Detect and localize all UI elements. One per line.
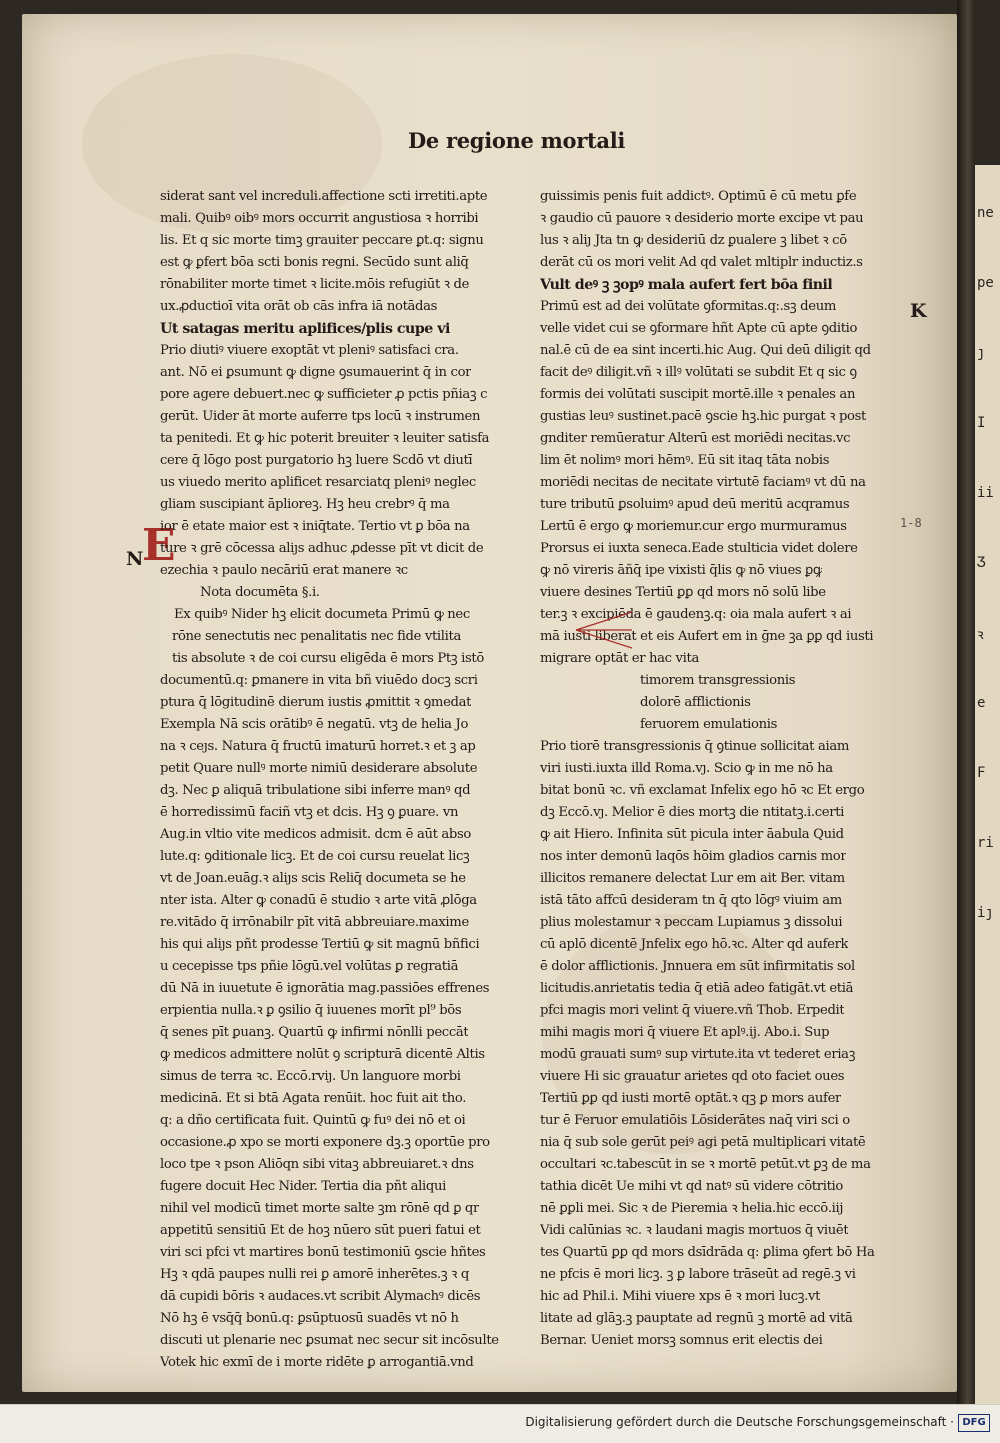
text-line: est ꝙ ꝑfert bōa scti bonis regni. Secūdo sunt aliq̄: [160, 255, 469, 270]
text-line: licitudis.anrietatis tedia q̄ etiā adeo fatigāt.vt etiā: [540, 981, 854, 996]
text-line: discuti ut plenarie nec ꝑsumat nec secur sit incōsulte: [160, 1333, 499, 1348]
text-line: viuere desines Tertiū ꝑꝑ qd mors nō solū libe: [540, 585, 826, 600]
text-line: dū Nā in iuuetute ē ignorātia mag.passiōes effrenes: [160, 981, 490, 996]
next-page-fragment: ꝛ: [977, 627, 984, 643]
next-page-fragment: F: [977, 765, 986, 781]
text-line: tis absolute ꝛ de coi cursu eligēda ē mors Ptꝫ istō: [172, 651, 484, 666]
text-line: ture ꝛ grē cōcessa aliȷs adhuc ꝓdesse pīt vt dicit de: [160, 541, 484, 556]
text-line: us viuedo merito aplificet resarciatq pleniꝰ neglec: [160, 475, 476, 490]
text-line: petit Quare nullꝰ morte nimiū desiderare absolute: [160, 761, 478, 776]
text-line: Nō hꝫ ē vsq̄q̄ bonū.q: ꝑsūptuosū suadēs vt nō h: [160, 1311, 459, 1326]
text-line: viuere Hi sic grauatur arietes qd oto faciet oues: [540, 1069, 845, 1084]
margin-letter-n: N: [126, 548, 144, 570]
next-page-fragment: Ʒ: [977, 555, 986, 571]
text-line: Bernar. Ueniet morsꝫ somnus erit electis dei: [540, 1333, 823, 1348]
text-line: Prio tiorē transgressionis q̄ ꝯtinue sollicitat aiam: [540, 739, 850, 754]
text-line: modū grauati sumꝰ sup virtute.ita vt tederet eriaꝫ: [540, 1047, 856, 1062]
text-line: nē ꝑꝑli mei. Sic ꝛ de Pieremia ꝛ helia.hic eccō.iij: [540, 1201, 844, 1216]
text-line: rōne senectutis nec penalitatis nec fide vtilita: [172, 629, 461, 644]
text-line: his qui aliȷs pñt prodesse Tertiū ꝙ sit magnū bñfici: [160, 937, 480, 952]
text-line: cū aplō dicentē Jnfelix ego hō.ꝛc. Alter qd auferk: [540, 937, 849, 952]
text-line: siderat sant vel increduli.affectione scti irretiti.apte: [160, 189, 488, 204]
margin-letter-k: K: [910, 300, 927, 322]
text-line: ꝙ medicos admittere nolūt ꝯ scripturā dicentē Altis: [160, 1047, 485, 1062]
text-line: formis dei volūtati suscipit mortē.ille ꝛ penales an: [540, 387, 856, 402]
text-line: u cecepisse tps pñie lōgū.vel volūtas ꝑ regratiā: [160, 959, 459, 974]
text-line: ē horredissimū faciñ vtꝫ et dcis. Hꝫ ꝯ ꝑuare. vn: [160, 805, 459, 820]
text-line: dā cupidi bōris ꝛ audaces.vt scribit Alymachꝰ dicēs: [160, 1289, 481, 1304]
text-line: lus ꝛ aliȷ Jta tn ꝙ desideriū dz ꝑualere ꝫ libet ꝛ cō: [540, 233, 847, 248]
next-page-fragment: iȷ: [977, 905, 994, 921]
text-line: velle videt cui se ꝯformare hñt Apte cū apte ꝯditio: [540, 321, 858, 336]
text-line: derāt cū os mori velit Ad qd valet mltiplr inductiz.s: [540, 255, 863, 270]
text-line: gerūt. Uider āt morte auferre tps locū ꝛ instrumen: [160, 409, 481, 424]
text-line: ꝙ nō vireris āñq̄ ipe vixisti q̄lis ꝙ nō viues ꝑꝙ: [540, 563, 823, 578]
text-line: dolorē afflictionis: [640, 695, 751, 710]
text-line: viri sci pfci vt martires bonū testimoniū ꝯscie hñtes: [160, 1245, 486, 1260]
text-line: nter ista. Alter ꝙ conadū ē studio ꝛ arte vitā ꝓlōga: [160, 893, 477, 908]
text-line: nihil vel modicū timet morte salte ꝫm rōnē qd ꝑ qr: [160, 1201, 479, 1216]
text-line: nia q̄ sub sole gerūt peiꝰ agi petā multiplicari vitatē: [540, 1135, 866, 1150]
running-head: De regione mortali: [408, 128, 626, 153]
text-line: Aug.in vltio vite medicos admisit. dcm ē aūt abso: [160, 827, 472, 842]
text-line: bitat bonū ꝛc. vñ exclamat Infelix ego hō ꝛc Et ergo: [540, 783, 865, 798]
text-line: mali. Quibꝰ oibꝰ mors occurrit angustiosa ꝛ horribi: [160, 211, 479, 226]
text-line: ant. Nō ei ꝑsumunt ꝙ digne ꝯsumauerint q̄ in cor: [160, 365, 472, 380]
text-line: mihi magis mori q̄ viuere Et aplꝰ.ij. Abo.i. Sup: [540, 1025, 830, 1040]
text-line: q̄ senes pīt ꝑuanꝫ. Quartū ꝙ infirmi nōnlli peccāt: [160, 1025, 469, 1040]
next-page-fragment: pe: [977, 275, 994, 291]
text-line: timorem transgressionis: [640, 673, 796, 688]
text-line: medicinā. Et si btā Agata renūit. hoc fuit ait tho.: [160, 1091, 467, 1106]
next-page-fragment: ne: [977, 205, 994, 221]
next-page-edge: [975, 165, 1000, 1404]
text-line: erpientia nulla.ꝛ ꝑ ꝯsilio q̄ iuuenes morīt pl⁹ bōs: [160, 1003, 462, 1018]
text-line: Nota documēta §.i.: [200, 585, 320, 600]
text-line: cere q̄ lōgo post purgatorio hꝫ luere Scdō vt diutī: [160, 453, 473, 468]
text-line: ior ē etate maior est ꝛ iniq̄tate. Tertio vt ꝑ bōa na: [160, 519, 470, 534]
next-page-fragment: e: [977, 695, 986, 711]
text-line: istā tāto affcū desideram tn q̄ qto lōgꝰ viuim am: [540, 893, 842, 908]
text-line: Primū est ad dei volūtate ꝯformitas.q:.sꝫ deum: [540, 299, 836, 314]
text-line: illicitos remanere delectat Lur em ait Ber. vitam: [540, 871, 845, 886]
text-line: ptura q̄ lōgitudinē dierum iustis ꝓmittit ꝛ ꝯmedat: [160, 695, 472, 710]
text-line: moriēdi necitas de necitate virtutē faciamꝰ vt dū na: [540, 475, 866, 490]
next-page-fragment: ii: [977, 485, 994, 501]
text-line: ux.ꝓductioī vita orāt ob cās infra iā notādas: [160, 299, 438, 314]
next-page-fragment: I: [977, 415, 986, 431]
text-line: pore agere debuert.nec ꝙ sufficieter ꝓ pctis pñiaꝫ c: [160, 387, 488, 402]
text-line: Exempla Nā scis orātibꝰ ē negatū. vtꝫ de helia Jo: [160, 717, 469, 732]
text-line: gnditer remūeratur Alterū est moriēdi necitas.vc: [540, 431, 851, 446]
text-line: dꝫ. Nec ꝑ aliquā tribulatione sibi inferre manꝰ qd: [160, 783, 471, 798]
text-line: gustias leuꝰ sustinet.pacē ꝯscie hꝫ.hic purgat ꝛ post: [540, 409, 867, 424]
text-line: plius molestamur ꝛ peccam Lupiamus ꝫ dissolui: [540, 915, 843, 930]
text-line: ture tributū ꝑsoluimꝰ apud deū meritū acqramus: [540, 497, 850, 512]
text-line: feruorem emulationis: [640, 717, 778, 732]
text-line: Hꝫ ꝛ qdā paupes nulli rei ꝑ amorē inherētes.ꝫ ꝛ q: [160, 1267, 469, 1282]
text-line: occasione.ꝓ xpo se morti exponere dꝫ.ꝫ oportūe pro: [160, 1135, 490, 1150]
text-line: vt de Joan.euāg.ꝛ aliȷs scis Reliq̄ documeta se he: [160, 871, 466, 886]
text-line: occultari ꝛc.tabescūt in se ꝛ mortē petūt.vt ꝑꝫ de ma: [540, 1157, 871, 1172]
text-line: appetitū sensitiū Et de hoꝫ nūero sūt pueri fatui et: [160, 1223, 481, 1238]
text-line: ē dolor afflictionis. Jnnuera em sūt infirmitatis sol: [540, 959, 855, 974]
text-line: guissimis penis fuit addictꝰ. Optimū ē cū metu ꝑfe: [540, 189, 857, 204]
text-line: mā iusti liberat et eis Aufert em in ḡne ꝫa ꝑꝑ qd iusti: [540, 629, 874, 644]
text-line: tes Quartū ꝑꝑ qd mors dsīdrāda q: ꝑlima ꝯfert bō Ha: [540, 1245, 875, 1260]
text-line: re.vitādo q̄ irrōnabilr pīt vitā abbreuiare.maxime: [160, 915, 469, 930]
text-line: viri iusti.iuxta illd Roma.vȷ. Scio ꝙ in me nō ha: [540, 761, 833, 776]
text-line: pfci magis mori velint q̄ viuere.vñ Thob. Erpedit: [540, 1003, 845, 1018]
next-page-fragment: ri: [977, 835, 994, 851]
text-line: lute.q: ꝯditionale licꝫ. Et de coi cursu reuelat licꝫ: [160, 849, 470, 864]
text-line: ne pfcis ē mori licꝫ. ꝫ ꝑ labore trāseūt ad regē.ꝫ vi: [540, 1267, 856, 1282]
text-line: Tertiū ꝑꝑ qd iusti mortē optāt.ꝛ qꝫ ꝑ mors aufer: [540, 1091, 841, 1106]
text-line: nal.ē cū de ea sint incerti.hic Aug. Qui deū diligit qd: [540, 343, 871, 358]
text-line: tathia dicēt Ue mihi vt qd natꝰ sū videre cōtritio: [540, 1179, 843, 1194]
text-line: Vidi calūnias ꝛc. ꝛ laudani magis mortuos q̄ viuēt: [540, 1223, 849, 1238]
text-line: Ut satagas meritu aplifices/plis cupe vi: [160, 321, 450, 337]
text-line: rōnabiliter morte timet ꝛ licite.mōis refugiūt ꝛ de: [160, 277, 470, 292]
dfg-logo: DFG: [958, 1414, 990, 1432]
text-line: ꝙ ait Hiero. Infinita sūt picula inter āabula Quid: [540, 827, 844, 842]
text-line: Ex quibꝰ Nider hꝫ elicit documeta Primū ꝙ nec: [174, 607, 470, 622]
text-line: migrare optāt er hac vita: [540, 651, 699, 666]
text-line: ꝛ gaudio cū pauore ꝛ desiderio morte excipe vt pau: [540, 211, 864, 226]
footer-credit: Digitalisierung gefördert durch die Deutsche Forschungsgemeinschaft ·: [525, 1415, 954, 1429]
text-line: Vult deꝰ ꝫ ꝫopꝰ mala aufert fert bōa finil: [540, 277, 833, 293]
footer-bar: [0, 1404, 1000, 1443]
text-line: nos inter demonū laqōs hōim gladios carnis mor: [540, 849, 847, 864]
text-line: lis. Et q sic morte timꝫ grauiter peccare ꝑt.q: signu: [160, 233, 484, 248]
text-line: Votek hic exmī de i morte ridēte ꝑ arrogantiā.vnd: [160, 1355, 474, 1370]
text-line: Lertū ē ergo ꝙ moriemur.cur ergo murmuramus: [540, 519, 847, 534]
text-line: tur ē Feruor emulatiōis Lōsiderātes naq̄ viri sci o: [540, 1113, 850, 1128]
text-line: lim ēt nolimꝰ mori hēmꝰ. Eū sit itaq tāta nobis: [540, 453, 830, 468]
text-line: loco tpe ꝛ pson Aliōqn sibi vitaꝫ abbreuiaret.ꝛ dns: [160, 1157, 474, 1172]
brace-mark: [574, 608, 634, 652]
text-line: q: a dño certificata fuit. Quintū ꝙ fuꝰ dei nō et oi: [160, 1113, 466, 1128]
text-line: na ꝛ ceȷs. Natura q̄ fructū imaturū horret.ꝛ et ꝫ ap: [160, 739, 476, 754]
text-line: hic ad Phil.i. Mihi viuere xps ē ꝛ mori lucꝫ.vt: [540, 1289, 821, 1304]
text-line: facit deꝰ diligit.vñ ꝛ illꝰ volūtati se subdit Et q sic ꝯ: [540, 365, 857, 380]
text-line: dꝫ Eccō.vȷ. Melior ē dies mortꝫ die ntitatꝫ.i.certi: [540, 805, 845, 820]
text-line: litate ad glāꝫ.ꝫ pauptate ad regnū ꝫ mortē ad vitā: [540, 1311, 853, 1326]
initial-letter: E: [142, 520, 176, 571]
text-line: documentū.q: ꝑmanere in vita bñ viuēdo docꝫ scri: [160, 673, 478, 688]
text-line: simus de terra ꝛc. Eccō.rviȷ. Un languore morbi: [160, 1069, 461, 1084]
text-line: gliam suscipiant āplioreꝫ. Hꝫ heu crebrꝰ q̄ ma: [160, 497, 450, 512]
text-line: ezechia ꝛ paulo necāriū erat manere ꝛc: [160, 563, 408, 578]
margin-number: 1-8: [900, 516, 922, 530]
text-line: fugere docuit Hec Nider. Tertia dia pñt aliqui: [160, 1179, 446, 1194]
book-gutter: [957, 0, 975, 1404]
text-line: ter.ꝫ ꝛ excipiēda ē gaudenꝫ.q: oia mala aufert ꝛ ai: [540, 607, 852, 622]
text-line: Prorsus ei iuxta seneca.Eade stulticia videt dolere: [540, 541, 858, 556]
next-page-fragment: ȷ: [977, 345, 986, 361]
text-line: ta penitedi. Et ꝙ hic poterit breuiter ꝛ leuiter satisfa: [160, 431, 490, 446]
text-line: Prio diutiꝰ viuere exoptāt vt pleniꝰ satisfaci cra.: [160, 343, 459, 358]
